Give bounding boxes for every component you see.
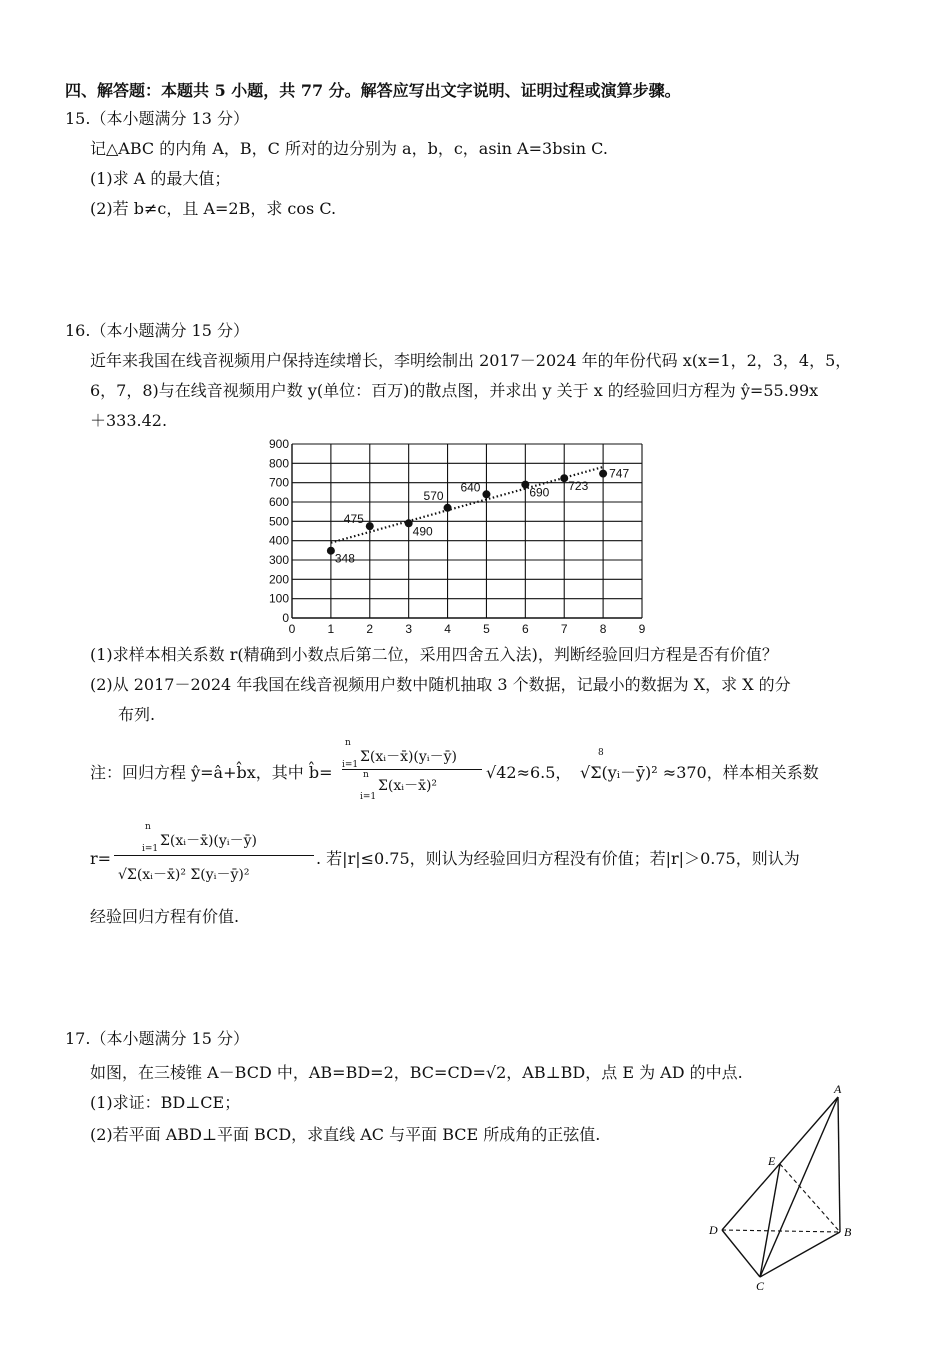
q15-part2: (2)若 b≠c，且 A=2B，求 cos C. [90,199,337,218]
x-tick-label-0: 0 [288,622,296,636]
data-label-3: 490 [412,524,433,539]
q17-part2: (2)若平面 ABD⊥平面 BCD，求直线 AC 与平面 BCE 所成角的正弦值. [90,1125,601,1144]
sum-top-n-3: n [145,822,151,832]
sum-top-n-2: n [363,770,369,780]
q16-part2-line1: (2)从 2017－2024 年我国在线音视频用户数中随机抽取 3 个数据，记最小的数据为 X，求 X 的分 [90,675,791,694]
data-point-8 [599,470,607,478]
data-point-3 [405,519,413,527]
edge-cb [760,1232,840,1277]
y-tick-label-800: 800 [268,456,289,471]
q16-part2-line2: 布列. [118,705,156,724]
note-b-numerator: Σ(xᵢ－x̄)(yᵢ－ȳ) [360,749,457,765]
edge-dc [722,1230,760,1277]
label-b: B [844,1225,852,1239]
tetrahedron-figure [700,1085,870,1295]
label-c: C [756,1279,765,1293]
y-tick-label-500: 500 [268,514,289,529]
y-tick-label-300: 300 [268,553,289,567]
data-label-4: 570 [423,488,444,503]
edge-ec [760,1164,780,1277]
note-end: 经验回归方程有价值. [90,907,240,926]
data-point-5 [482,490,490,498]
x-tick-label-8: 8 [599,622,607,636]
sum-top-n-1: n [345,738,351,748]
r-numerator: Σ(xᵢ－x̄)(yᵢ－ȳ) [160,833,257,849]
x-tick-label-2: 2 [366,622,374,636]
x-tick-label-7: 7 [560,622,568,636]
y-tick-label-700: 700 [268,475,289,490]
x-tick-label-1: 1 [327,622,335,636]
q17-part1: (1)求证：BD⊥CE； [90,1093,241,1112]
q16-stem-line2: 6，7，8)与在线音视频用户数 y(单位：百万)的散点图，并求出 y 关于 x 的经验回归方程为 ŷ=55.99x [90,381,819,400]
sum-bottom-3: i=1 [142,844,159,854]
x-tick-label-6: 6 [521,622,529,636]
q16-stem-line1: 近年来我国在线音视频用户保持连续增长，李明绘制出 2017－2024 年的年份代码 x(x=1，2，3，4，5， [90,351,852,370]
section-header: 四、解答题：本题共 5 小题，共 77 分。解答应写出文字说明、证明过程或演算步骤。 [65,81,681,100]
y-tick-label-400: 400 [268,533,289,548]
q15-part1: (1)求 A 的最大值； [90,169,231,188]
x-tick-label-3: 3 [405,622,413,636]
data-label-2: 475 [343,512,364,527]
q16-number: 16.（本小题满分 15 分） [65,321,249,340]
note-sqrt-sum: √Σ(yᵢ－ȳ)² ≈370，样本相关系数 [580,763,819,782]
note-b-denominator: Σ(xᵢ－x̄)² [378,778,438,794]
q15-stem: 记△ABC 的内角 A，B，C 所对的边分别为 a，b，c，asin A=3bsin C. [90,139,608,158]
q17-stem: 如图，在三棱锥 A－BCD 中，AB=BD=2，BC=CD=√2，AB⊥BD，点 E 为 AD 的中点. [90,1063,743,1082]
note-prefix: 注：回归方程 ŷ=â+b̂x，其中 b̂= [90,763,333,782]
y-tick-label-900: 900 [268,437,289,451]
data-point-7 [560,474,568,482]
sum-bottom-1: i=1 [342,760,359,770]
scatter-chart [255,436,655,636]
data-point-6 [521,481,529,489]
label-a: A [834,1085,842,1096]
y-tick-label-0: 0 [282,611,289,625]
r-denominator: √Σ(xᵢ－x̄)² Σ(yᵢ－ȳ)² [118,867,250,883]
r-fraction-bar [114,855,314,856]
data-point-4 [444,504,452,512]
q16-stem-line3: ＋333.42. [90,411,168,430]
sum-top-8: 8 [598,748,604,758]
q15-number: 15.（本小题满分 13 分） [65,109,249,128]
data-label-1: 348 [334,551,355,566]
label-d: D [709,1223,718,1237]
q17-number: 17.（本小题满分 15 分） [65,1029,249,1048]
x-tick-label-5: 5 [483,622,490,636]
x-tick-label-4: 4 [444,622,451,636]
edge-ab [838,1097,840,1232]
edge-ad [722,1097,838,1230]
y-tick-label-100: 100 [268,591,289,606]
x-tick-label-9: 9 [638,622,646,636]
sum-bottom-2: i=1 [360,792,377,802]
data-label-5: 640 [460,480,481,495]
r-prefix: r= [90,849,112,868]
y-tick-label-600: 600 [268,495,289,509]
data-point-1 [327,547,335,555]
r-suffix: . 若|r|≤0.75，则认为经验回归方程没有价值；若|r|＞0.75，则认为 [316,849,800,868]
note-sqrt42: √42≈6.5， [486,763,572,782]
data-point-2 [366,522,374,530]
data-label-6: 690 [529,485,550,500]
label-e: E [768,1154,776,1168]
y-tick-label-200: 200 [268,572,289,587]
data-label-8: 747 [609,466,630,481]
edge-db-hidden [722,1230,840,1232]
edge-ac [760,1097,838,1277]
data-label-7: 723 [568,479,589,494]
q16-part1: (1)求样本相关系数 r(精确到小数点后第二位，采用四舍五入法)，判断经验回归方程是否有价值？ [90,645,778,664]
edge-eb-hidden [780,1164,840,1232]
